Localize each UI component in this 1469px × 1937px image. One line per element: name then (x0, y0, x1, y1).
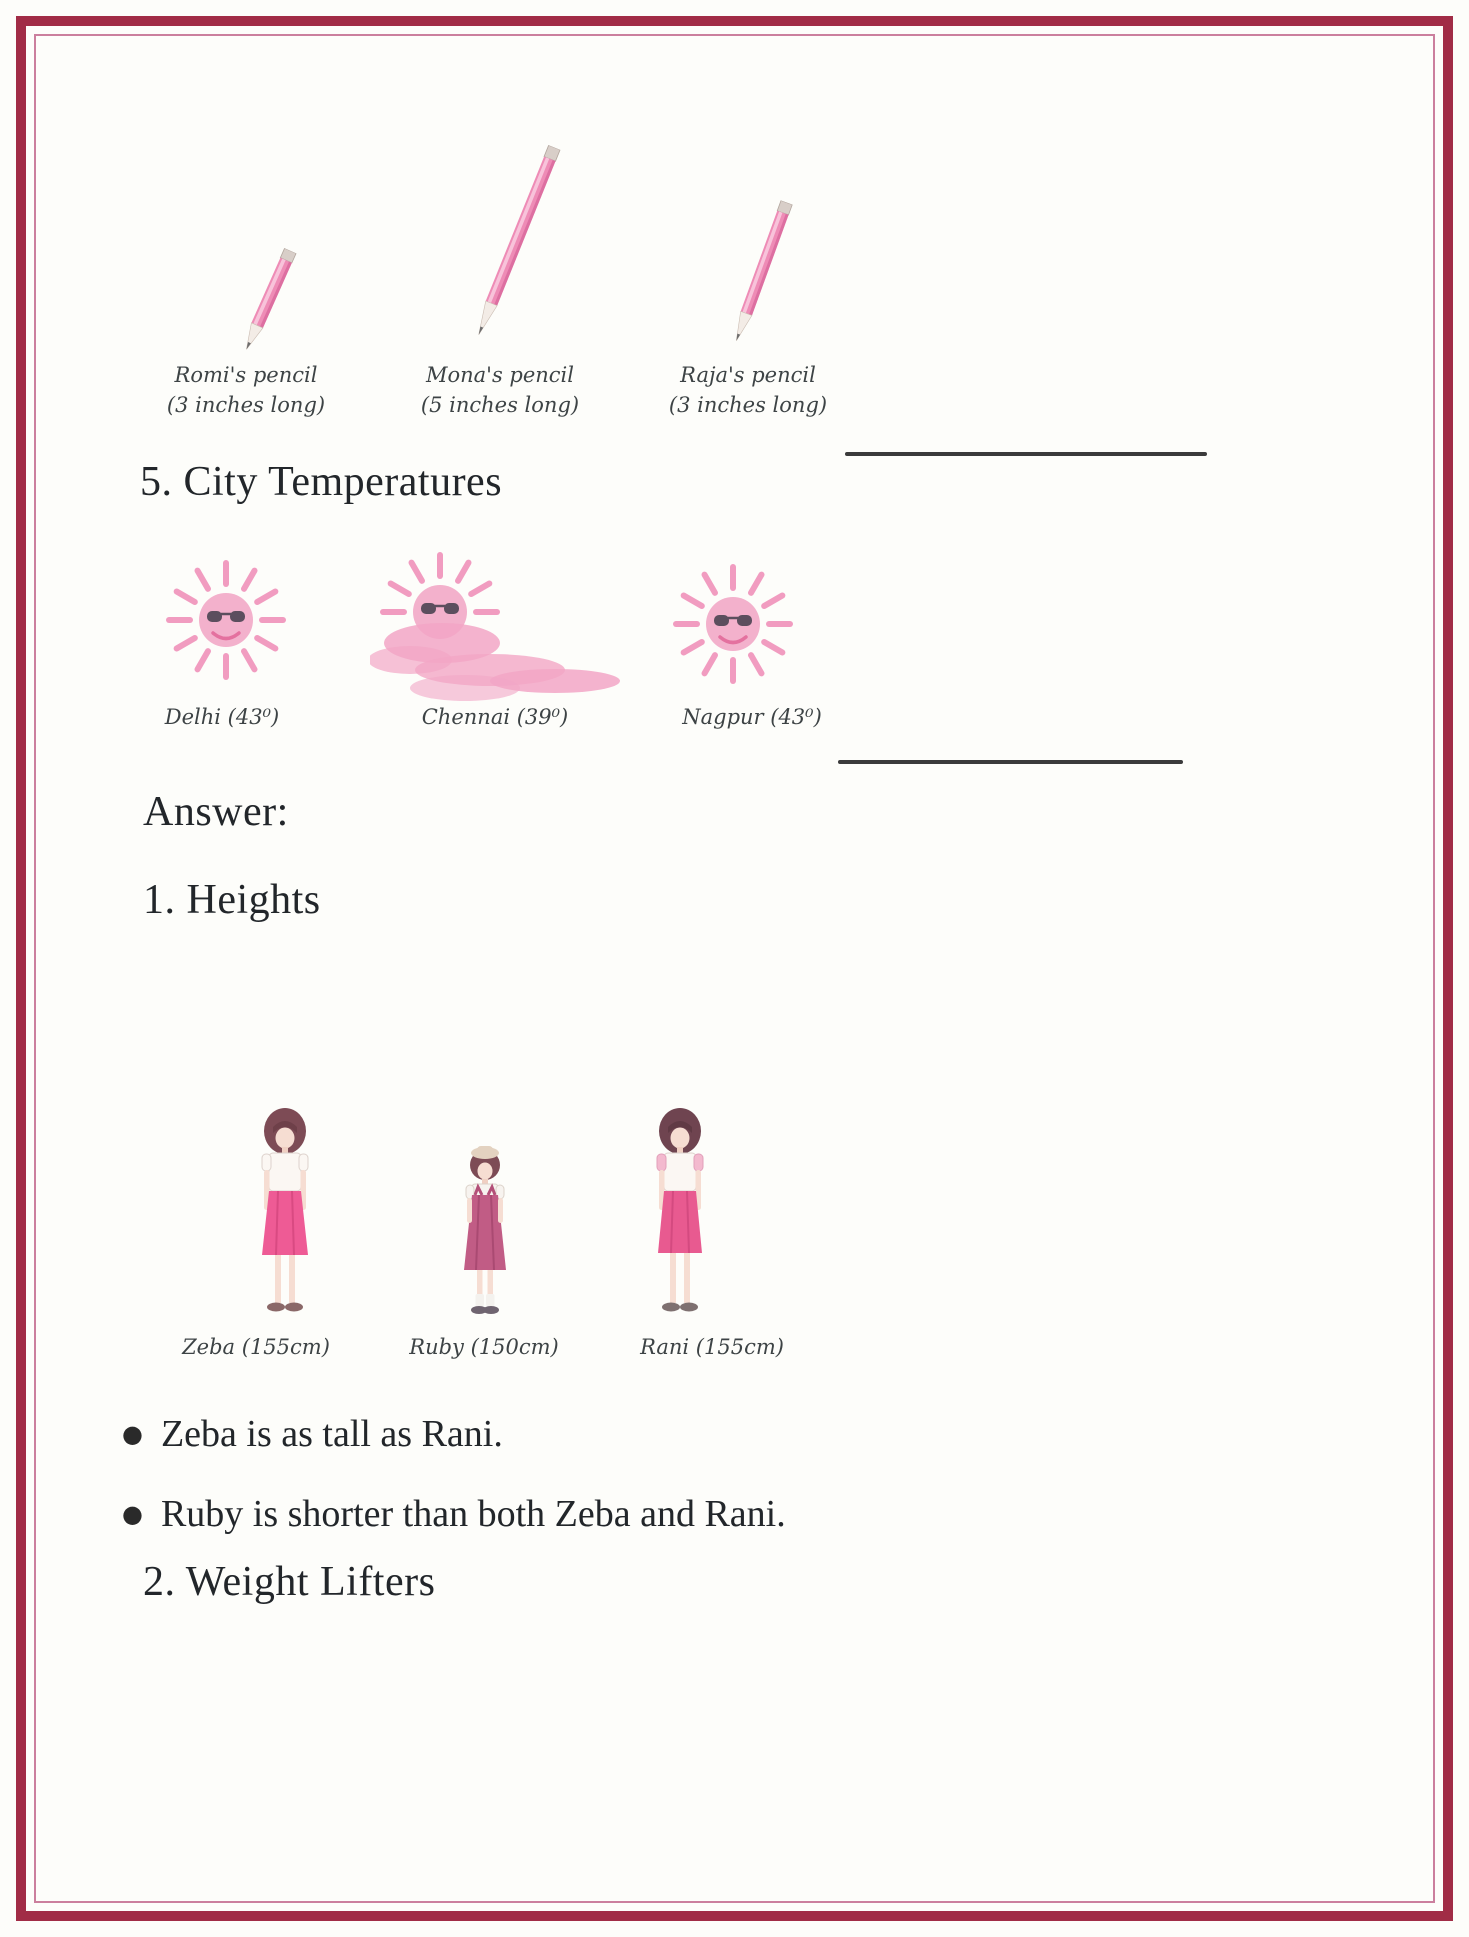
sun-icon (663, 560, 803, 700)
bullet-icon: ● (122, 1500, 143, 1528)
girl-icon (635, 1103, 725, 1318)
girl-rani-illustration (635, 1103, 725, 1318)
pencil-name: Raja's pencil (680, 363, 816, 387)
city-chennai-caption: Chennai (39⁰) (421, 705, 569, 729)
sun-icon (156, 556, 296, 696)
bullet-item-zeba (122, 1412, 503, 1456)
answer-blank-line-pencils (845, 452, 1207, 456)
girl-rani-caption: Rani (155cm) (640, 1335, 784, 1359)
pencil-size: (3 inches long) (166, 393, 326, 418)
pencil-name: Mona's pencil (425, 363, 574, 387)
city-delhi-caption: Delhi (43⁰) (164, 705, 280, 729)
pencil-raja-illustration (728, 198, 794, 348)
pencil-size: (5 inches long) (420, 393, 580, 418)
section-heading-weight-lifters: 2. Weight Lifters (143, 1559, 436, 1605)
girl-ruby-illustration (445, 1143, 525, 1318)
pencil-romi-illustration (236, 246, 300, 356)
girl-ruby-caption: Ruby (150cm) (409, 1335, 559, 1359)
girl-icon (445, 1143, 525, 1318)
girl-zeba-illustration (240, 1103, 330, 1318)
pencil-romi-caption (167, 360, 325, 421)
bullet-text: Zeba is as tall as Rani. (160, 1413, 503, 1455)
pencil-icon (704, 191, 817, 355)
bullet-item-ruby (122, 1492, 786, 1536)
answer-blank-line-cities (838, 760, 1183, 764)
cloud-shape (370, 623, 620, 701)
pencil-icon (216, 238, 319, 365)
bullet-text: Ruby is shorter than both Zeba and Rani. (160, 1493, 786, 1535)
bullet-icon: ● (122, 1420, 143, 1448)
section-heading-city-temperatures: 5. City Temperatures (140, 459, 503, 505)
pencil-raja-caption (669, 360, 827, 421)
pencil-mona-caption (421, 360, 579, 421)
pencil-name: Romi's pencil (174, 363, 318, 387)
girl-icon (240, 1103, 330, 1318)
pencil-size: (3 inches long) (668, 393, 828, 418)
section-heading-heights: 1. Heights (143, 877, 321, 923)
sun-nagpur-illustration (663, 560, 803, 700)
girl-zeba-caption: Zeba (155cm) (182, 1335, 330, 1359)
pencil-icon (444, 134, 588, 351)
pencil-mona-illustration (480, 140, 552, 345)
sun-delhi-illustration (156, 556, 296, 696)
answer-label: Answer: (143, 789, 289, 835)
city-nagpur-caption: Nagpur (43⁰) (682, 705, 822, 729)
